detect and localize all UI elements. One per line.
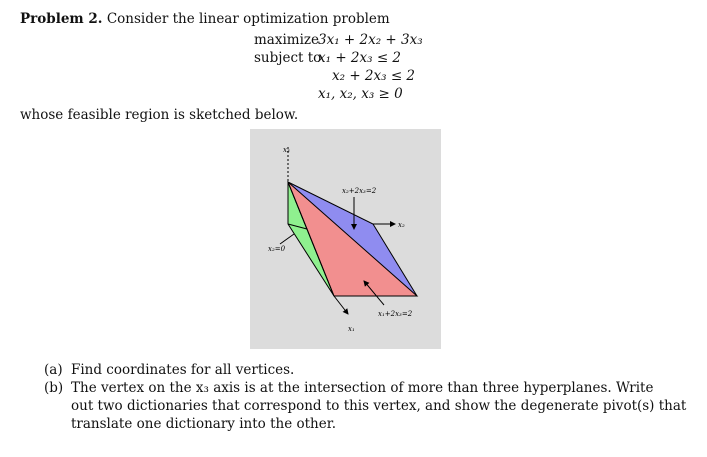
plane-x1-label: x₁+2x₃=2 [378, 310, 413, 318]
part-b-text-3: translate one dictionary into the other. [71, 416, 336, 432]
problem-intro: Consider the linear optimization problem [106, 11, 390, 27]
feasible-region-figure [250, 129, 441, 349]
maximize-label: maximize [254, 32, 320, 48]
part-b-text-2: out two dictionaries that correspond to this vertex, and show the degenerate pivot(s) that [71, 398, 687, 414]
feasible-region-sentence: whose feasible region is sketched below. [20, 107, 299, 123]
x3-axis-label: x₃ [283, 146, 290, 154]
feasible-region-svg [250, 129, 441, 349]
problem-heading: Problem 2. [20, 11, 103, 27]
constraint-2: x₂ + 2x₃ ≤ 2 [332, 68, 416, 84]
constraint-1: x₁ + 2x₃ ≤ 2 [318, 50, 402, 66]
plane-x2-label: x₂+2x₃=2 [342, 187, 377, 195]
part-a-text: Find coordinates for all vertices. [71, 362, 295, 378]
objective-expression: 3x₁ + 2x₂ + 3x₃ [318, 32, 423, 48]
x1-axis-label: x₁ [348, 325, 355, 333]
part-a-tag: (a) [44, 362, 63, 378]
part-b-tag: (b) [44, 380, 64, 396]
part-b-text-1: The vertex on the x₃ axis is at the intersection of more than three hyperplanes. Write [71, 380, 654, 396]
constraint-nonneg: x₁, x₂, x₃ ≥ 0 [318, 86, 403, 102]
subject-to-label: subject to [254, 50, 322, 66]
x2-axis-label: x₂ [398, 221, 405, 229]
plane-zero-label: x₂=0 [268, 245, 286, 253]
problem-intro-line [20, 11, 390, 27]
